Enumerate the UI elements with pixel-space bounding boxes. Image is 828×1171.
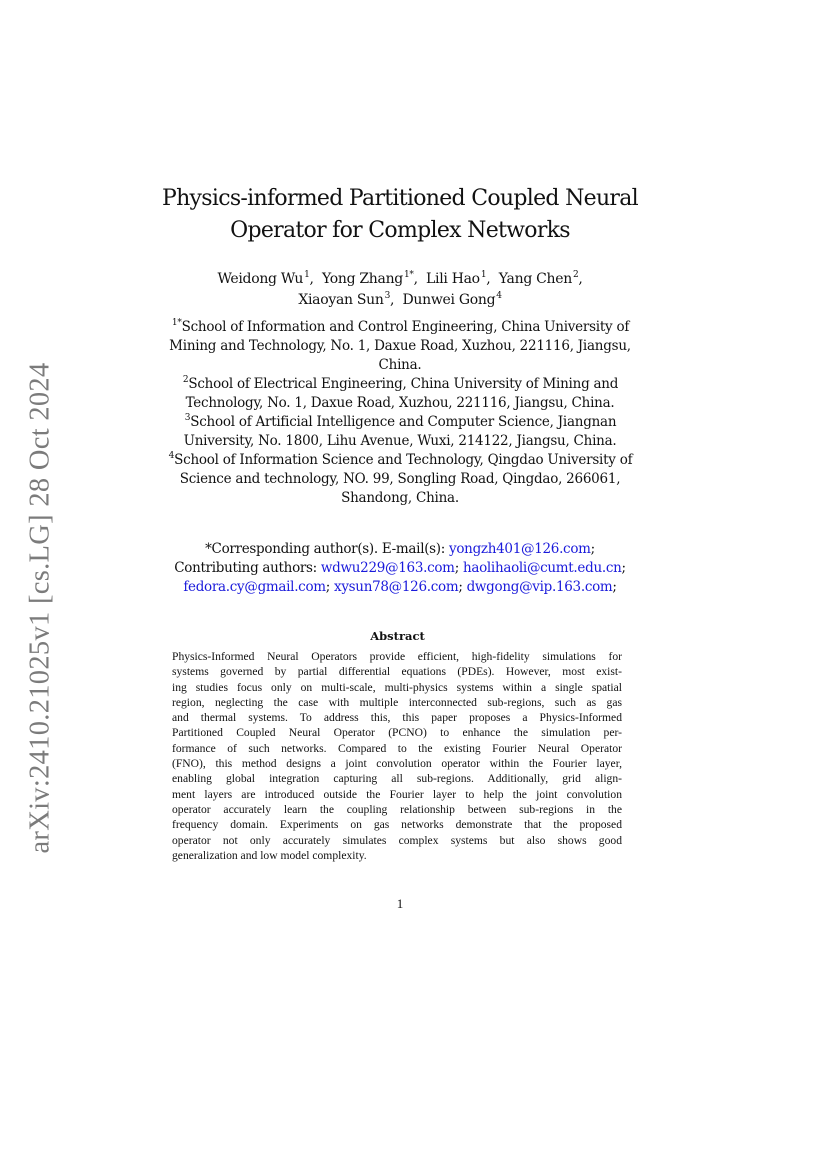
- abstract-line: generalization and low model complexity.: [172, 848, 367, 862]
- affiliation: $^2$School of Electrical Engineering, China University of Mining and Technology, No. 1, Daxue Road, Xuzhou, 221116, Jiangsu, China.: [182, 375, 619, 411]
- author-line-2: Xiaoyan Sun$^3$, Dunwei Gong$^4$: [298, 291, 502, 308]
- page-number: 1: [396, 896, 404, 911]
- contributing-authors-line-2: fedora.cy@gmail.com; xysun78@126.com; dwgong@vip.163.com;: [183, 579, 617, 595]
- contributing-authors-line: Contributing authors: wdwu229@163.com; haolihaoli@cumt.edu.cn;: [174, 560, 626, 576]
- arxiv-identifier-stamp: [14, 362, 68, 854]
- affiliation-list: [150, 318, 650, 508]
- corresponding-author-line: *Corresponding author(s). E-mail(s): yongzh401@126.com;: [205, 541, 595, 557]
- abstract-line: Physics-Informed Neural Operators provide efficient, high-fidelity simulations for: [172, 650, 622, 663]
- arxiv-identifier-text: arXiv:2410.21025v1 [cs.LG] 28 Oct 2024: [25, 362, 57, 854]
- abstract-body: [172, 649, 622, 863]
- author: Xiaoyan Sun$^3$: [298, 291, 391, 308]
- title-line-1: Physics-informed Partitioned Coupled Neural: [161, 186, 639, 211]
- email-link[interactable]: yongzh401@126.com: [449, 541, 591, 557]
- author-line-1: Weidong Wu$^1$, Yong Zhang$^{1*}$, Lili Hao$^1$, Yang Chen$^2$,: [217, 270, 583, 287]
- contact-info: [130, 540, 670, 597]
- title-line-2: Operator for Complex Networks: [230, 218, 570, 243]
- abstract-line: operator not only accurately simulates complex systems but also shows good: [172, 833, 622, 847]
- author: Weidong Wu$^1$: [217, 270, 310, 287]
- abstract-line: ment layers are introduced outside the Fourier layer to help the joint convolution: [172, 787, 622, 801]
- paper-title: [150, 183, 650, 247]
- affiliation: $^{1*}$School of Information and Control Engineering, China University of Mining and Technology, No. 1, Daxue Road, Xuzhou, 221116, Jiangsu, China.: [169, 318, 631, 373]
- email-link[interactable]: wdwu229@163.com: [320, 560, 455, 576]
- abstract-line: operator accurately learn the coupling relationship between sub-regions in the: [172, 802, 622, 816]
- email-link[interactable]: haolihaoli@cumt.edu.cn: [462, 560, 622, 576]
- email-link[interactable]: fedora.cy@gmail.com: [183, 579, 326, 595]
- abstract-line: and thermal systems. To address this, this paper proposes a Physics-Informed: [172, 711, 622, 725]
- abstract-line: (FNO), this method designs a joint convolution operator within the Fourier layer,: [172, 757, 622, 771]
- abstract-line: frequency domain. Experiments on gas networks demonstrate that the proposed: [172, 818, 622, 832]
- abstract-line: formance of such networks. Compared to the existing Fourier Neural Operator: [172, 741, 622, 755]
- abstract-heading: Abstract: [370, 629, 425, 643]
- abstract-line: systems governed by partial differential equations (PDEs). However, most exist-: [172, 665, 622, 679]
- affiliation: $^4$School of Information Science and Technology, Qingdao University of Science and technology, NO. 99, Songling Road, Qingdao, 266061, Shandong, China.: [168, 451, 633, 506]
- abstract-line: enabling global integration capturing all sub-regions. Additionally, grid align-: [172, 772, 622, 786]
- email-link[interactable]: xysun78@126.com: [334, 579, 459, 595]
- email-link[interactable]: dwgong@vip.163.com: [466, 579, 613, 595]
- author: Yang Chen$^2$: [498, 270, 579, 287]
- abstract-line: ing studies focus only on multi-scale, multi-physics systems within a single spatial: [172, 680, 622, 694]
- abstract-line: region, neglecting the case with multiple interconnected sub-regions, such as gas: [172, 695, 622, 709]
- author: Yong Zhang$^{1*}$: [322, 270, 414, 287]
- abstract-line: Partitioned Coupled Neural Operator (PCNO) to enhance the simulation per-: [172, 726, 622, 740]
- author-list: [150, 269, 650, 311]
- author: Lili Hao$^1$: [426, 270, 487, 287]
- author: Dunwei Gong$^4$: [402, 291, 502, 308]
- affiliation: $^3$School of Artificial Intelligence and Computer Science, Jiangnan University, No. 1800, Lihu Avenue, Wuxi, 214122, Jiangsu, China.: [183, 413, 617, 449]
